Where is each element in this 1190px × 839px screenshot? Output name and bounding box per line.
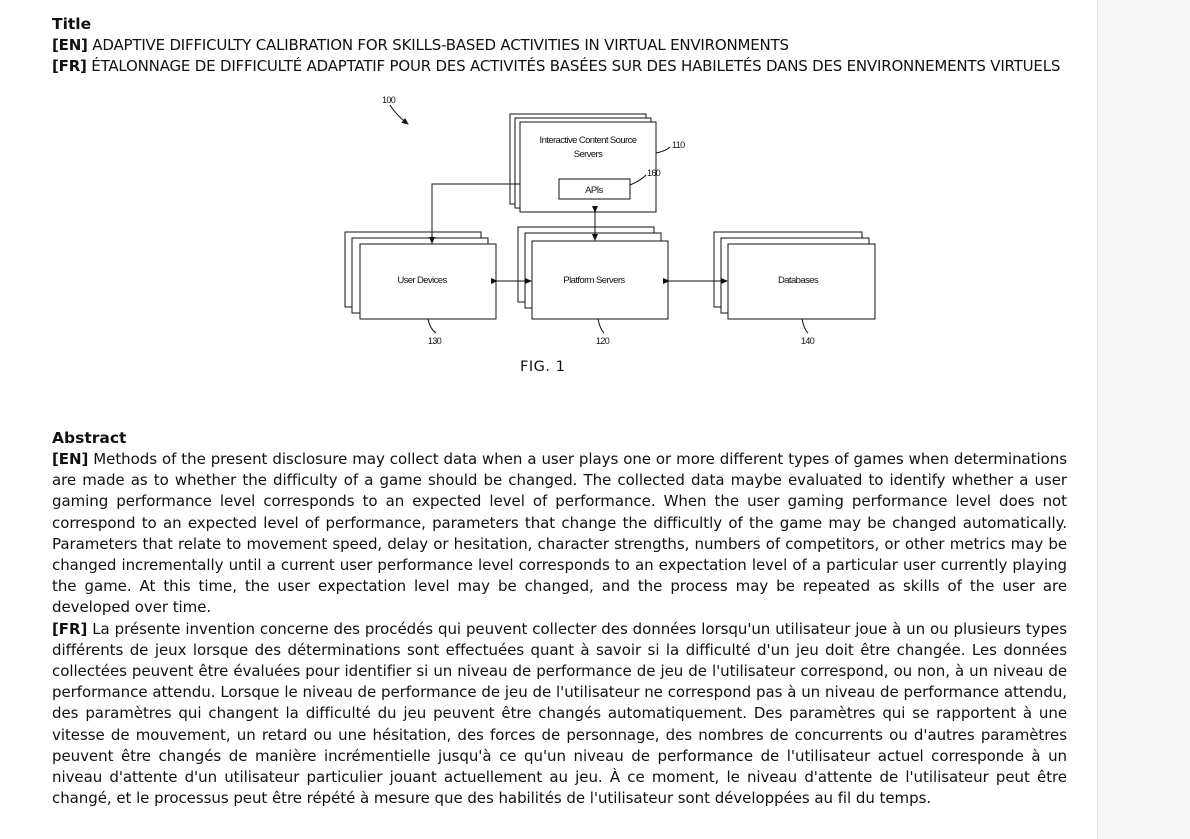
abstract-en <box>52 449 1067 619</box>
abstract-section <box>52 428 1067 809</box>
ref-110-label: 110 <box>672 140 685 150</box>
lang-tag-fr: [FR] <box>52 619 88 638</box>
ref-140-leader <box>802 319 808 333</box>
ref-110-leader <box>656 147 670 153</box>
title-en-text: ADAPTIVE DIFFICULTY CALIBRATION FOR SKILLS-BASED ACTIVITIES IN VIRTUAL ENVIRONMENTS <box>92 36 789 54</box>
title-fr <box>52 56 1067 77</box>
ref-130-label: 130 <box>428 336 442 346</box>
abstract-en-text: Methods of the present disclosure may collect data when a user plays one or more different types of games when determinations are made as to whether the difficulty of a game should be changed. The collected data maybe evaluated to identify whether a user gaming performance level corresponds to an expected level of performance. When the user gaming performance level does not correspond to an expected level of performance, parameters that change the difficultly of the game may be changed automatically. Parameters that relate to movement speed, delay or hesitation, character strengths, numbers of competitors, or other metrics may be changed incrementally until a current user performance level corresponds to an expectation level of a particular user currently playing the game. At this time, the user expectation level may be changed, and the process may be repeated as skills of the user are developed over time. <box>52 450 1067 617</box>
figure-caption: FIG. 1 <box>520 359 566 375</box>
servers-label-line1: Interactive Content Source <box>539 135 637 146</box>
ref-130-leader <box>428 319 436 333</box>
lang-tag-en: [EN] <box>52 36 88 54</box>
title-heading: Title <box>52 15 92 33</box>
patent-document <box>52 14 1067 809</box>
ref-160-label: 160 <box>647 168 661 178</box>
databases-label: Databases <box>777 275 819 286</box>
ref-120-leader <box>598 319 604 333</box>
title-section <box>52 14 1067 77</box>
title-en <box>52 35 1067 56</box>
system-diagram <box>278 81 878 361</box>
lang-tag-fr: [FR] <box>52 57 87 75</box>
ref-140-label: 140 <box>801 336 815 346</box>
user-devices-label: User Devices <box>397 275 447 286</box>
ref-120-label: 120 <box>596 336 610 346</box>
abstract-heading: Abstract <box>52 429 127 447</box>
ref-100-label: 100 <box>382 95 396 105</box>
right-sidebar-panel <box>1097 0 1190 839</box>
abstract-fr <box>52 619 1067 810</box>
title-fr-text: ÉTALONNAGE DE DIFFICULTÉ ADAPTATIF POUR DES ACTIVITÉS BASÉES SUR DES HABILETÉS DANS DES ENVIRONNEMENTS VIRTUELS <box>91 57 1061 75</box>
lang-tag-en: [EN] <box>52 450 89 468</box>
servers-label-line2: Servers <box>573 149 603 160</box>
ref-100-arrow <box>390 105 408 124</box>
abstract-fr-text: La présente invention concerne des procédés qui peuvent collecter des données lorsqu'un utilisateur joue à un ou plusieurs types différents de jeux lorsque des déterminations sont effectuées quant à savoir si la difficulté d'un jeu doit être changée. Les données collectées peuvent être évaluées pour identifier si un niveau de performance de jeu de l'utilisateur correspond, ou non, à un niveau de performance attendu. Lorsque le niveau de performance de jeu de l'utilisateur ne correspond pas à un niveau de performance attendu, des paramètres qui changent la difficulté du jeu peuvent être changés automatiquement. Des paramètres qui se rapportent à une vitesse de mouvement, un retard ou une hésitation, des forces de personnage, des nombres de concurrents ou d'autres paramètres peuvent être changés de manière incrémentielle jusqu'à ce qu'un niveau de performance de l'utilisateur actuel corresponde à un niveau d'attente d'un utilisateur particulier jouant actuellement au jeu. À ce moment, le niveau d'attente de l'utilisateur peut être changé, et le processus peut être répété à mesure que des habilités de l'utilisateur sont développées au fil du temps. <box>52 619 1067 808</box>
patent-figure <box>52 81 1067 428</box>
platform-servers-label: Platform Servers <box>563 275 625 286</box>
apis-label: APIs <box>585 185 603 196</box>
